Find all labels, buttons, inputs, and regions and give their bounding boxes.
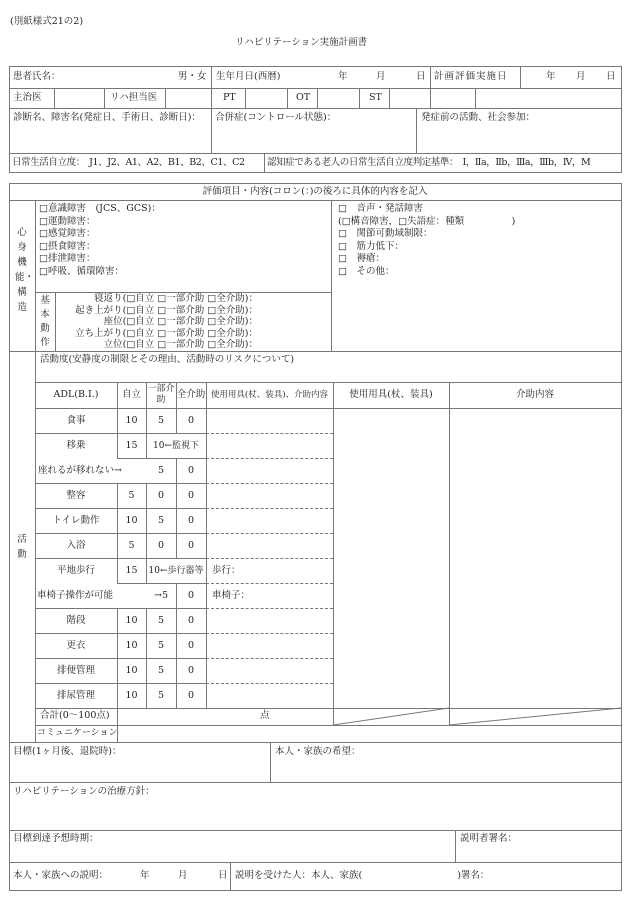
pt-label: PT: [223, 92, 236, 103]
adl-independent: 10: [125, 690, 138, 701]
adl-partial: 10←監視下: [153, 441, 199, 451]
eval-date-label: 計画評価実施日: [434, 71, 508, 82]
adl-full-assist: 0: [187, 690, 195, 701]
checklist-item[interactable]: 起き上がり(□自立 □一部介助 □全介助)：: [75, 304, 258, 316]
checklist-item[interactable]: □呼吸、循環障害：: [39, 265, 124, 277]
sex-field[interactable]: 男・女: [178, 71, 207, 82]
adl-full-assist: 0: [187, 640, 195, 651]
adl-partial: 5: [157, 415, 165, 426]
adl-full-assist: 0: [187, 540, 195, 551]
checklist-item[interactable]: □ その他：: [338, 265, 395, 277]
diagnosis-field[interactable]: 診断名、障害名(発症日、手術日、診断日)：: [13, 112, 201, 123]
checklist-item[interactable]: 寝返り(□自立 □一部介助 □全介助)：: [94, 293, 258, 304]
adl-partial: →5: [153, 590, 168, 601]
rehab-doctor-label: リハ担当医: [110, 92, 158, 103]
adl-full-assist: 0: [187, 465, 195, 476]
adl-partial: 5: [157, 665, 165, 676]
adl-header: 介助内容: [515, 389, 554, 400]
adl-header: 一部介助: [147, 384, 175, 405]
explanation-year: 年: [140, 870, 150, 881]
adl-header: 使用用具(杖、装具)、介助内容: [210, 390, 329, 400]
adl-row-label: 車椅子操作が可能: [36, 590, 113, 601]
adl-independent: 15: [125, 565, 138, 576]
page-title: リハビリテーション実施計画書: [235, 37, 368, 48]
adl-independent: 10: [125, 615, 138, 626]
adl-partial: 5: [157, 615, 165, 626]
communication-label: コミュニケーション: [37, 728, 118, 738]
birthdate-label: 生年月日(西暦): [216, 71, 281, 82]
checklist-item[interactable]: □ 音声・発話障害: [338, 203, 423, 214]
complications-field[interactable]: 合併症(コントロール状態)：: [215, 112, 337, 123]
adl-row-label: トイレ動作: [52, 515, 100, 526]
evaluation-heading: 評価項目・内容(コロン(：)の後ろに具体的内容を記入: [202, 186, 428, 197]
goal-field[interactable]: 目標(1ヶ月後、退院時)：: [13, 746, 122, 757]
birth-year: 年: [338, 71, 348, 82]
checklist-item[interactable]: (□構音障害，□失語症：種類 ): [338, 215, 516, 227]
goal-period-field[interactable]: 目標到達予想時期：: [13, 833, 99, 844]
adl-partial: 5: [157, 515, 165, 526]
checklist-item[interactable]: □排泄障害：: [39, 253, 96, 265]
ot-label: OT: [296, 92, 311, 103]
dementia-independence[interactable]: 認知症である老人の日常生活自立度判定基準： Ⅰ，Ⅱa，Ⅱb，Ⅲa，Ⅲb，Ⅳ，M: [267, 157, 591, 168]
adl-row-label: 排便管理: [56, 665, 95, 676]
adl-full-assist: 0: [187, 665, 195, 676]
diagonal-line: [449, 708, 621, 725]
form-number: (別紙様式21の2): [10, 16, 84, 27]
activity-label: 活動: [17, 534, 27, 560]
adl-full-assist: 0: [187, 615, 195, 626]
adl-header: 全介助: [176, 389, 206, 400]
checklist-item[interactable]: □摂食障害：: [39, 240, 96, 252]
adl-partial: 10←歩行器等: [148, 566, 204, 576]
adl-row-label: 整容: [66, 490, 86, 501]
policy-field[interactable]: リハビリテーションの治療方針：: [13, 786, 155, 797]
wishes-field[interactable]: 本人・家族の希望：: [275, 746, 361, 757]
adl-header: 自立: [121, 389, 141, 400]
checklist-item[interactable]: □意識障害 (JCS、GCS)：: [39, 203, 161, 214]
diagonal-line: [333, 708, 449, 725]
attending-label: 主治医: [13, 92, 42, 103]
adl-row-label: 移乗: [66, 440, 86, 451]
total-label: 合計(0～100点): [40, 710, 110, 721]
adl-independent: 15: [125, 440, 138, 451]
adl-partial: 5: [157, 690, 165, 701]
adl-row-label: 食事: [66, 415, 86, 426]
checklist-item[interactable]: □ 筋力低下：: [338, 240, 404, 252]
total-unit[interactable]: 点: [260, 710, 270, 721]
adl-row-label: 階段: [66, 615, 86, 626]
explainer-sign-field[interactable]: 説明者署名：: [460, 833, 518, 844]
adl-partial: 0: [157, 490, 165, 501]
patient-name-label: 患者氏名：: [13, 71, 61, 82]
adl-partial: 0: [157, 540, 165, 551]
adl-partial: 5: [157, 465, 165, 476]
checklist-item[interactable]: □ 関節可動域制限：: [338, 228, 433, 240]
adl-row-label: 平地歩行: [56, 565, 95, 576]
adl-independent: 10: [125, 640, 138, 651]
checklist-item[interactable]: □ 褥瘡：: [338, 253, 385, 265]
adl-full-assist: 0: [187, 490, 195, 501]
checklist-item[interactable]: 座位(□自立 □一部介助 □全介助)：: [103, 316, 258, 327]
adl-header: 使用用具(杖、装具): [349, 389, 433, 400]
adl-independent: 10: [125, 515, 138, 526]
mind-body-label: 心身機能・構造: [15, 227, 35, 313]
adl-header: ADL(B.I.): [53, 389, 99, 400]
checklist-item[interactable]: □運動障害：: [39, 215, 96, 227]
eval-month: 月: [576, 71, 586, 82]
basic-motion-label: 基本動作: [40, 295, 50, 348]
adl-full-assist: 0: [187, 590, 195, 601]
birth-month: 月: [376, 71, 386, 82]
adl-note: 車椅子：: [212, 590, 251, 601]
adl-independent: 10: [125, 665, 138, 676]
adl-note: 歩行：: [212, 565, 241, 576]
checklist-item[interactable]: □感覚障害：: [39, 228, 96, 240]
checklist-item[interactable]: 立ち上がり(□自立 □一部介助 □全介助)：: [75, 327, 258, 339]
adl-row-label: 入浴: [66, 540, 86, 551]
explanation-day: 日: [218, 870, 228, 881]
adl-row-label: 更衣: [66, 640, 86, 651]
adl-partial: 5: [157, 640, 165, 651]
adl-full-assist: 0: [187, 415, 195, 426]
pre-onset-field[interactable]: 発症前の活動、社会参加：: [421, 112, 536, 123]
explanation-label: 本人・家族への説明：: [13, 870, 109, 881]
st-label: ST: [369, 92, 382, 103]
adl-independence[interactable]: 日常生活自立度： J1、J2、A1、A2、B1、B2、C1、C2: [12, 157, 245, 168]
adl-row-label: 排尿管理: [56, 690, 95, 701]
eval-day: 日: [606, 71, 616, 82]
receiver-field[interactable]: 説明を受けた人：本人、家族( )署名：: [235, 870, 490, 881]
checklist-item[interactable]: 立位(□自立 □一部介助 □全介助)：: [103, 339, 258, 350]
adl-row-label: 座れるが移れない→: [38, 465, 122, 476]
eval-year: 年: [546, 71, 556, 82]
activity-level-field[interactable]: 活動度(安静度の制限とその理由、活動時のリスクについて): [40, 354, 295, 365]
adl-independent: 5: [128, 540, 135, 551]
adl-independent: 5: [128, 490, 135, 501]
birth-day: 日: [416, 71, 426, 82]
explanation-month: 月: [178, 870, 188, 881]
adl-full-assist: 0: [187, 515, 195, 526]
adl-independent: 10: [125, 415, 138, 426]
